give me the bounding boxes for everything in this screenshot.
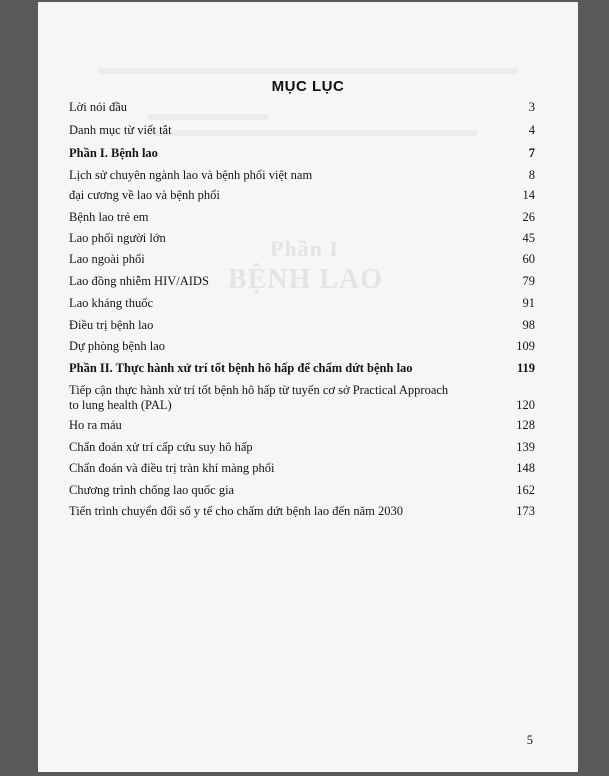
toc-entry bbox=[69, 361, 535, 376]
toc-entry bbox=[69, 188, 535, 203]
bleed-through-part: Phần I bbox=[270, 236, 339, 261]
page-number: 5 bbox=[526, 733, 533, 747]
toc-entry-title: Chẩn đoán và điều trị tràn khí màng phổi bbox=[69, 461, 275, 475]
toc-entry-page: 91 bbox=[522, 296, 535, 310]
toc-entry bbox=[69, 296, 535, 311]
toc-entry bbox=[69, 252, 535, 267]
toc-entry-title: Lao ngoài phổi bbox=[69, 252, 145, 266]
toc-entry bbox=[69, 483, 535, 498]
toc-entry-page: 109 bbox=[516, 339, 535, 353]
bleed-through-line bbox=[98, 68, 518, 74]
toc-entry-page: 119 bbox=[516, 361, 535, 375]
toc-entry-title: Tiến trình chuyển đổi số y tế cho chấm dứt bệnh lao đến năm 2030 bbox=[69, 504, 404, 518]
toc-entry-page: 60 bbox=[522, 252, 535, 266]
toc-entry bbox=[69, 418, 535, 433]
toc-entry-title: Danh mục từ viết tắt bbox=[69, 123, 172, 137]
toc-entry-title: Lao đồng nhiễm HIV/AIDS bbox=[69, 274, 209, 288]
toc-entry-page: 79 bbox=[522, 274, 535, 288]
toc-entry-page: 14 bbox=[522, 188, 535, 202]
toc-entry bbox=[69, 274, 535, 289]
toc-entry bbox=[69, 168, 535, 183]
toc-entry bbox=[69, 440, 535, 455]
toc-entry-title: Chẩn đoán xử trí cấp cứu suy hô hấp bbox=[69, 440, 253, 454]
toc-entry-title: Phần I. Bệnh lao bbox=[69, 146, 158, 160]
toc-entry-page: 120 bbox=[516, 398, 535, 412]
toc-entry bbox=[69, 339, 535, 354]
toc-heading: MỤC LỤC bbox=[271, 78, 345, 95]
toc-entry-title: Phần II. Thực hành xử trí tốt bệnh hô hấp để chấm dứt bệnh lao bbox=[69, 361, 413, 375]
toc-entry-title: Lời nói đầu bbox=[69, 100, 127, 114]
toc-entry-page: 173 bbox=[516, 504, 535, 518]
toc-entry-page: 148 bbox=[516, 461, 535, 475]
toc-entry-title: Lao kháng thuốc bbox=[69, 296, 154, 310]
toc-entry bbox=[69, 100, 535, 115]
toc-entry-page: 7 bbox=[528, 146, 535, 160]
toc-entry bbox=[69, 210, 535, 225]
toc-entry bbox=[69, 461, 535, 476]
toc-entry-page: 162 bbox=[516, 483, 535, 497]
toc-entry bbox=[69, 146, 535, 161]
toc-entry-title: Chương trình chống lao quốc gia bbox=[69, 483, 235, 497]
toc-entry-title: Tiếp cận thực hành xử trí tốt bệnh hô hấp từ tuyến cơ sở Practical Approach to lung health (PAL) bbox=[69, 383, 449, 412]
toc-entry-page: 128 bbox=[516, 418, 535, 432]
toc-entry-title: Dự phòng bệnh lao bbox=[69, 339, 165, 353]
toc-entry bbox=[69, 123, 535, 138]
toc-entry-title: Lao phổi người lớn bbox=[69, 231, 166, 245]
document-page bbox=[38, 2, 578, 772]
toc-entry bbox=[69, 383, 535, 413]
toc-entry-page: 26 bbox=[522, 210, 535, 224]
toc-entry bbox=[69, 504, 535, 519]
toc-entry-page: 45 bbox=[522, 231, 535, 245]
toc-entry bbox=[69, 318, 535, 333]
toc-entry-page: 4 bbox=[528, 123, 535, 137]
bleed-through-title: BỆNH LAO bbox=[228, 264, 384, 295]
toc-entry-page: 3 bbox=[528, 100, 535, 114]
toc-entry-page: 98 bbox=[522, 318, 535, 332]
toc-entry-title: Bệnh lao trẻ em bbox=[69, 210, 149, 224]
toc-entry-title: Điều trị bệnh lao bbox=[69, 318, 154, 332]
toc-entry-page: 8 bbox=[528, 168, 535, 182]
toc-entry-title: Ho ra máu bbox=[69, 418, 122, 432]
toc-entry-page: 139 bbox=[516, 440, 535, 454]
toc-entry-title: Lịch sử chuyên ngành lao và bệnh phổi việt nam bbox=[69, 168, 313, 182]
toc-entry-title: đại cương về lao và bệnh phổi bbox=[69, 188, 220, 202]
toc-entry bbox=[69, 231, 535, 246]
